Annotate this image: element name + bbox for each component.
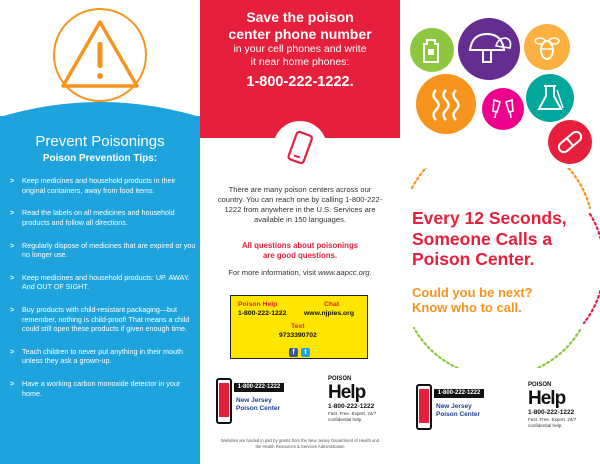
phone-icon [416, 384, 432, 430]
fumes-icon [416, 74, 476, 134]
list-item: > Teach children to never put anything in their mouth unless they ask a grown-up. [10, 346, 184, 366]
know-who-to-call: Could you be next? Know who to call. [412, 285, 533, 315]
bullet-icon: > [10, 272, 15, 282]
banner-line-1: Save the poison [246, 9, 354, 25]
tips-list [10, 176, 196, 412]
right-panel [400, 0, 600, 464]
left-panel [0, 0, 200, 464]
bullet-icon: > [10, 305, 15, 315]
list-item: > Have a working carbon monoxide detector in your home. [10, 379, 181, 398]
prevent-title: Prevent Poisonings [35, 133, 165, 150]
pills-icon [548, 120, 592, 164]
phone-icon [216, 378, 232, 424]
text-label: Text [291, 323, 305, 330]
bee-icon [524, 24, 570, 70]
bullet-icon: > [10, 379, 15, 389]
mushroom-icon [458, 18, 520, 80]
text-number[interactable]: 9733390702 [279, 332, 317, 339]
tips-subtitle: Poison Prevention Tips: [42, 153, 158, 164]
panel-curve [0, 95, 200, 135]
list-item: > Regularly dispose of medicines that are expired or you no longer use. [10, 240, 196, 260]
list-item: > Buy products with child-resistant packaging—but remember, nothing is child-proof! That means a child could still open these products if given enough time. [10, 305, 190, 334]
good-questions-note: All questions about poisonings are good questions. [241, 241, 359, 260]
poison-help-number[interactable]: 1-800-222-1222 [238, 310, 287, 317]
poison-center-info: There are many poison centers across our country. You can reach one by calling 1-800-222-1222 from anywhere in the U.S. Services are available in 150 languages. [217, 185, 383, 224]
bullet-icon: > [10, 208, 15, 218]
facebook-icon[interactable]: f [289, 348, 298, 357]
middle-panel [200, 0, 400, 464]
banner-line-3: in your cell phones and write [233, 43, 367, 55]
save-number-banner [200, 0, 400, 138]
banner-phone-number: 1-800-222-1222. [246, 74, 354, 90]
more-info: For more information, visit www.aapcc.org. [228, 268, 372, 277]
headline: Every 12 Seconds, Someone Calls a Poison Center. [412, 208, 567, 269]
poison-help-logo: POISON Help 1-800-222-1222 Fast. Free. Expert. 24/7 confidential help. [528, 382, 577, 428]
list-item: > Keep medicines and household products in their original containers, away from food items. [10, 176, 176, 195]
poison-help-logo: POISON Help 1-800-222-1222 Fast. Free. Expert. 24/7 confidential help. [328, 376, 377, 422]
bullet-icon: > [10, 176, 15, 185]
nj-poison-center-logo: 1-800-222-1222 New Jersey Poison Center [416, 384, 486, 430]
phone-badge [273, 121, 327, 175]
chat-label: Chat [324, 301, 340, 308]
twitter-icon[interactable]: t [301, 348, 310, 357]
list-item: > Keep medicines and household products: UP. AWAY. And OUT OF SIGHT. [10, 272, 190, 292]
nj-poison-center-logo: 1-800-222-1222 New Jersey Poison Center [216, 378, 286, 424]
chat-url[interactable]: www.njpies.org [304, 310, 354, 317]
bullet-icon: > [10, 240, 15, 250]
poison-help-label: Poison Help [238, 301, 278, 308]
banner-line-4: it near home phones: [250, 56, 350, 68]
cleaning-bottle-icon [410, 28, 454, 72]
banner-line-2: center phone number [228, 26, 372, 42]
contact-box [230, 295, 368, 359]
funding-note: Websites are funded in part by grants from the New Jersey Department of Health and the Health Resources & Services Administration [220, 438, 380, 449]
phone-icon [273, 121, 327, 175]
list-item: > Read the labels on all medicines and household products and follow all directions. [10, 208, 175, 227]
aapcc-link[interactable]: www.aapcc.org. [318, 268, 372, 277]
bullet-icon: > [10, 346, 15, 356]
chemistry-flask-icon [526, 74, 574, 122]
champagne-glasses-icon [482, 88, 524, 130]
